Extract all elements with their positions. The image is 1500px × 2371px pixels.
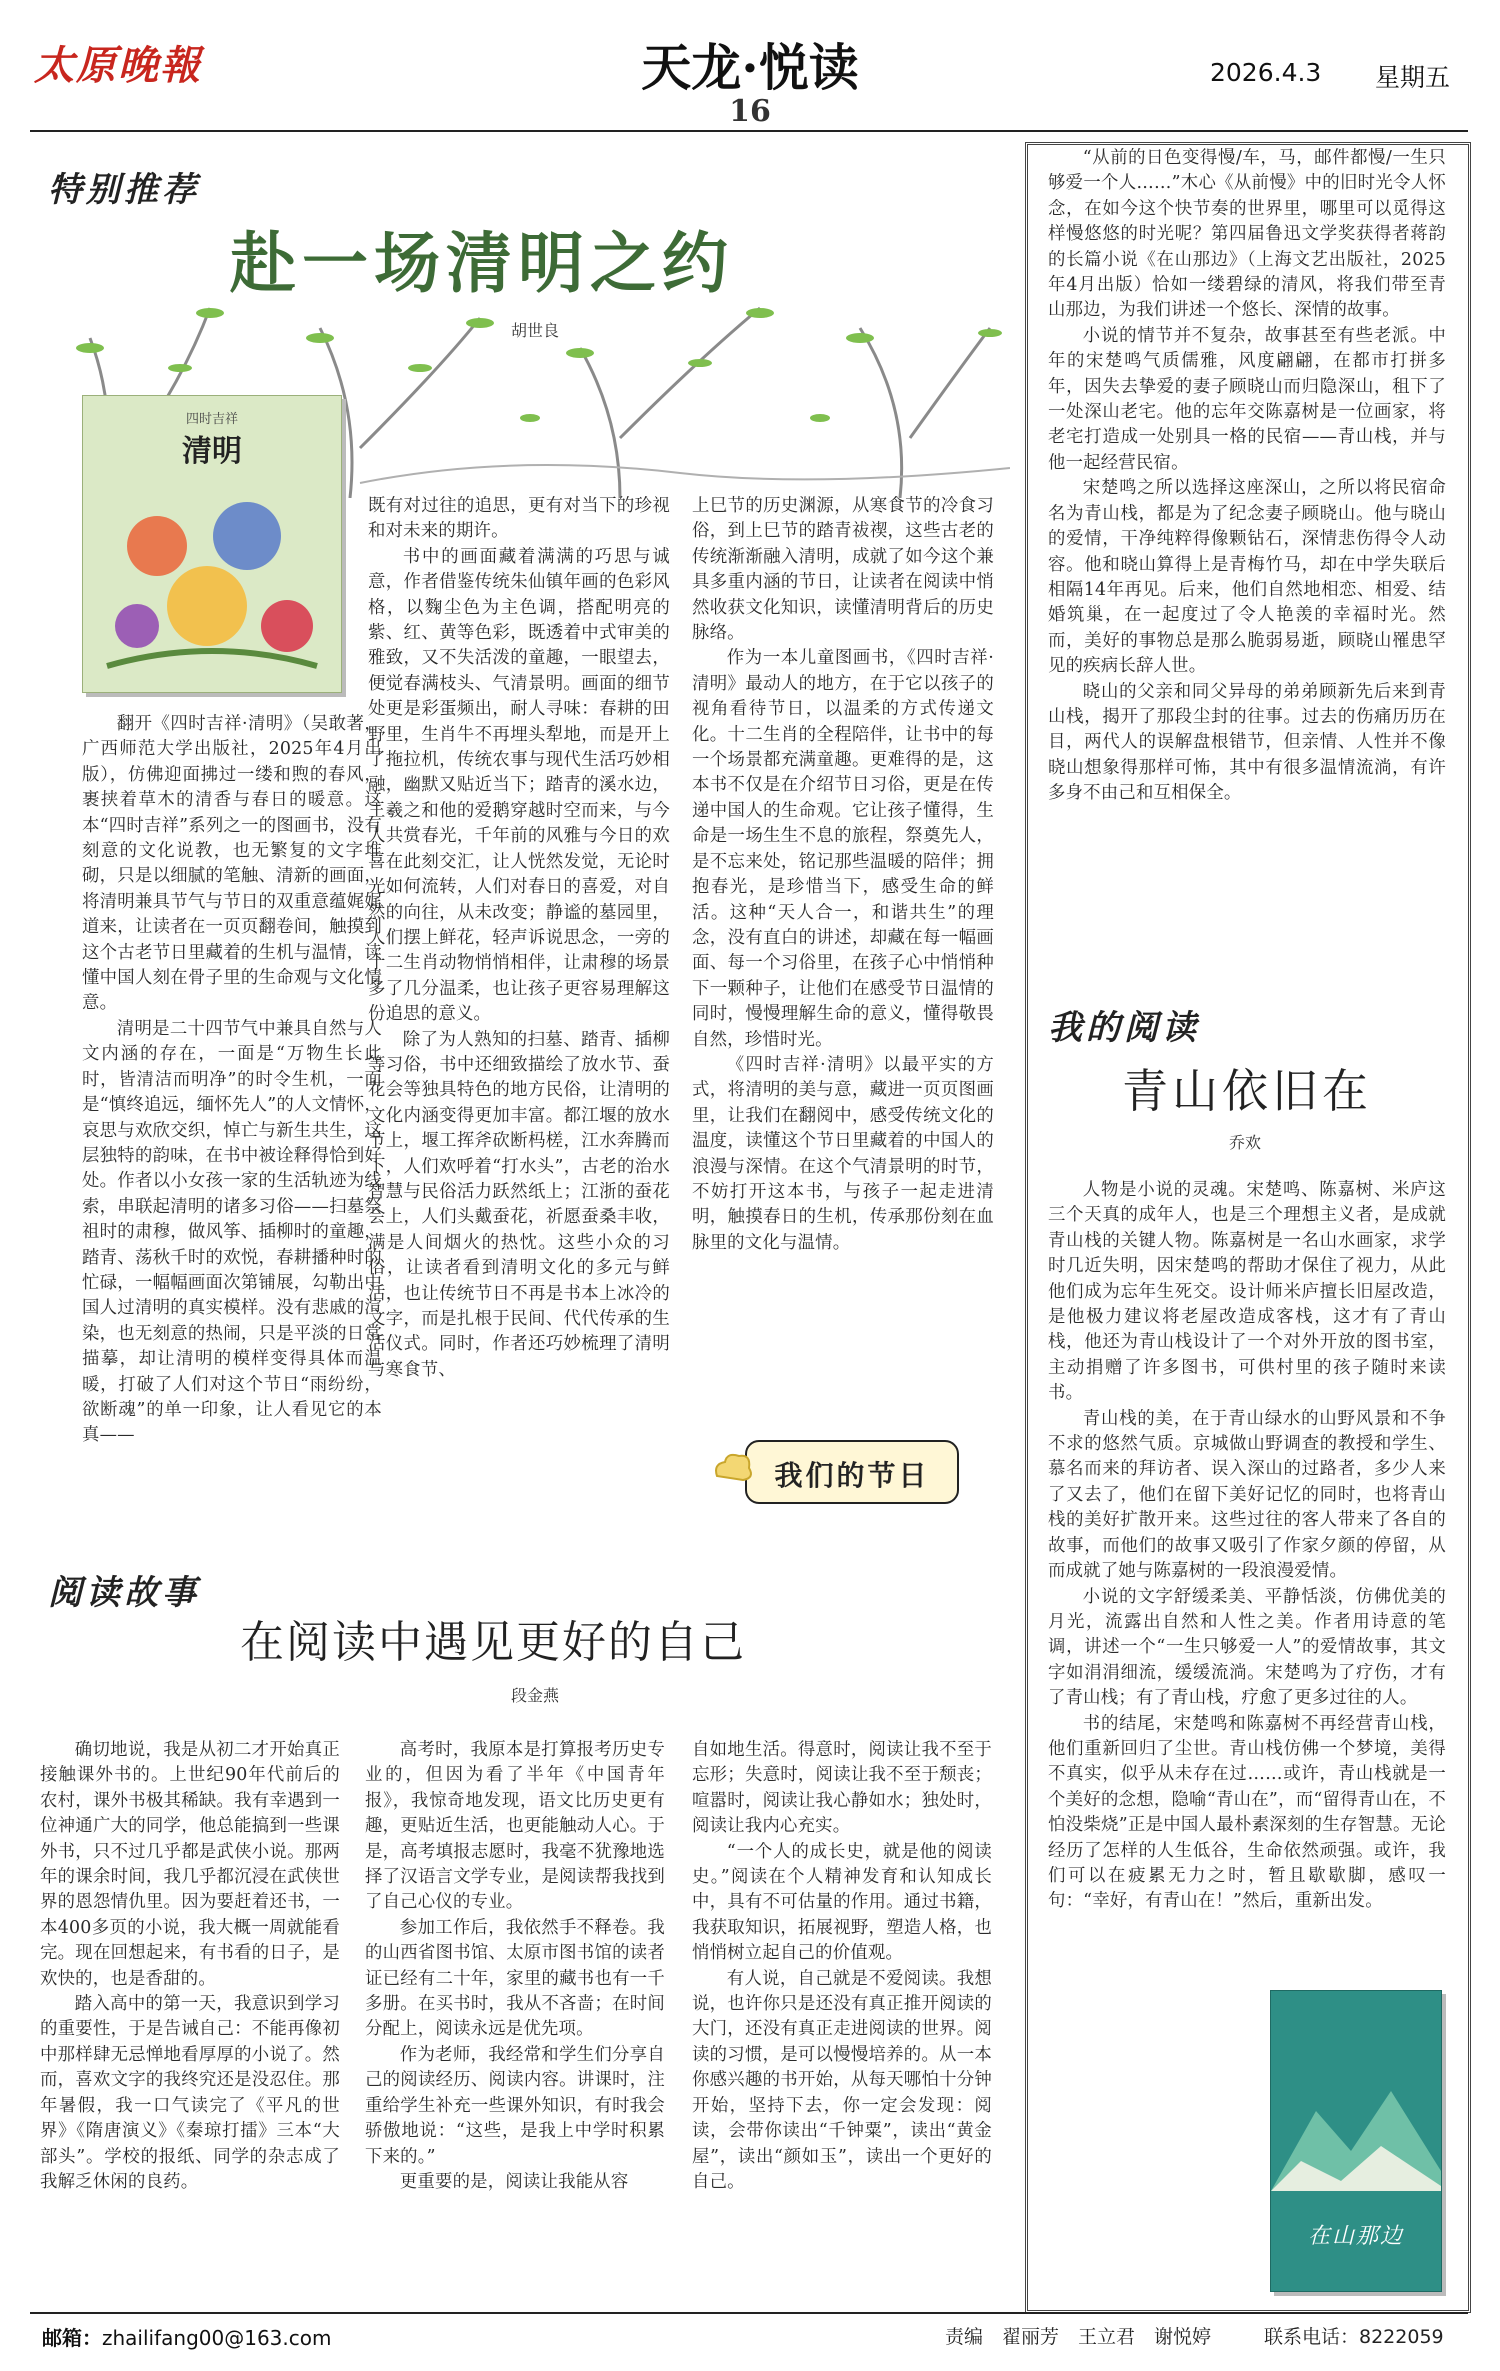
article2-paragraph: 高考时，我原本是打算报考历史专业的，但因为看了半年《中国青年报》，我惊奇地发现，语文比历史更有趣，更贴近生活，也更能触动人心。于是，高考填报志愿时，我毫不犹豫地选择了汉语言文学专业，是阅读帮我找到了自己心仪的专业。 (365, 1740, 665, 1913)
article2-paragraph: “一个人的成长史，就是他的阅读史。”阅读在个人精神发育和认知成长中，具有不可估量的作用。通过书籍，我获取知识，拓展视野，塑造人格，也悄悄树立起自己的价值观。 (692, 1841, 992, 1964)
page-number: 16 (729, 94, 771, 129)
book-cover-series: 四时吉祥 (185, 412, 238, 427)
footer-email-address[interactable]: zhailifang00@163.com (102, 2326, 332, 2350)
holiday-tag (745, 1440, 959, 1504)
masthead: 太原晚報 (34, 42, 202, 89)
article1-col3 (692, 494, 994, 1412)
article1-section-label: 特别推荐 (48, 170, 200, 210)
article4-paragraph: 书的结尾，宋楚鸣和陈嘉树不再经营青山栈，他们重新回归了尘世。青山栈仿佛一个梦境，美得不真实，似乎从未存在过……或许，青山栈就是一个美好的念想，隐喻“青山在”，而“留得青山在，不怕没柴烧”正是中国人最朴素深刻的生存智慧。无论经历了怎样的人生低谷，生命依然顽强。或许，我们可以在疲累无力之时，暂且歇歇脚，感叹一句：“幸好，有青山在！”然后，重新出发。 (1048, 1713, 1446, 1912)
header-rule (30, 130, 1468, 132)
article4-author: 乔欢 (1228, 1133, 1261, 1152)
article2-paragraph: 有人说，自己就是不爱阅读。我想说，也许你只是还没有真正推开阅读的大门，还没有真正走进阅读的世界。阅读的习惯，是可以慢慢培养的。从一本你感兴趣的书开始，从每天哪怕十分钟开始，坚持下去，你一定会发现：阅读，会带你读出“千钟粟”，读出“黄金屋”，读出“颜如玉”，读出一个更好的自己。 (692, 1968, 992, 2192)
article4-paragraph: 青山栈的美，在于青山绿水的山野风景和不争不求的悠然气质。京城做山野调查的教授和学生、慕名而来的拜访者、误入深山的过路者，多少人来了又去了，他们在留下美好记忆的同时，也将青山栈的美好扩散开来。这些过往的客人带来了各自的故事，而他们的故事又吸引了作家夕颜的停留，从而成就了她与陈嘉树的一段浪漫爱情。 (1048, 1408, 1446, 1582)
article2-paragraph: 参加工作后，我依然手不释卷。我的山西省图书馆、太原市图书馆的读者证已经有二十年，家里的藏书也有一千多册。在买书时，我从不吝啬；在时间分配上，阅读永远是优先项。 (365, 1917, 665, 2040)
article1-paragraph: 清明是二十四节气中兼具自然与人文内涵的存在，一面是“万物生长此时，皆清洁而明净”的时令生机，一面是“慎终追远，缅怀先人”的人文情怀，哀思与欢欣交织，悼亡与新生共生，这层独特的韵味，在书中被诠释得恰到好处。作者以小女孩一家的生活轨迹为线索，串联起清明的诸多习俗——扫墓祭祖时的肃穆，做风筝、插柳时的童趣，踏青、荡秋千时的欢悦，春耕播种时的忙碌，一幅幅画面次第铺展，勾勒出中国人过清明的真实模样。没有悲戚的渲染，也无刻意的热闹，只是平淡的日常描摹，却让清明的模样变得具体而温暖，打破了人们对这个节日“雨纷纷，欲断魂”的单一印象，让人看见它的本真—— (82, 1018, 382, 1446)
article2-paragraph: 更重要的是，阅读让我能从容 (399, 2171, 629, 2192)
article4-title: 青山依旧在 (1122, 1064, 1372, 1118)
footer-phone: 联系电话：8222059 (1264, 2326, 1444, 2348)
issue-weekday: 星期五 (1375, 63, 1451, 92)
book-cover-mountain-art (1271, 2051, 1441, 2191)
article4-paragraph: 人物是小说的灵魂。宋楚鸣、陈嘉树、米庐这三个天真的成年人，也是三个理想主义者，是成就青山栈的关键人物。陈嘉树是一名山水画家，求学时几近失明，因宋楚鸣的帮助才保住了视力，从此他们成为忘年生死交。设计师米庐擅长旧屋改造，是他极力建议将老屋改造成客栈，这才有了青山栈，他还为青山栈设计了一个对外开放的图书室，主动捐赠了许多图书，可供村里的孩子随时来读书。 (1048, 1180, 1446, 1404)
article3-paragraph: 晓山的父亲和同父异母的弟弟顾新先后来到青山栈，揭开了那段尘封的往事。过去的伤痛历历在目，两代人的误解盘根错节，但亲情、人性并不像晓山想象得那样可怖，其中有很多温情流淌，有许多身不由己和互相保全。 (1048, 681, 1446, 804)
article4-paragraph: 小说的文字舒缓柔美、平静恬淡，仿佛优美的月光，流露出自然和人性之美。作者用诗意的笔调，讲述一个“一生只够爱一人”的爱情故事，其文字如涓涓细流，缓缓流淌。宋楚鸣为了疗伤，才有了青山栈；有了青山栈，疗愈了更多过往的人。 (1048, 1586, 1446, 1709)
holiday-tag-label: 我们的节日 (774, 1459, 930, 1492)
article1-book-cover (82, 395, 342, 693)
article2-paragraph: 踏入高中的第一天，我意识到学习的重要性，于是告诫自己：不能再像初中那样肆无忌惮地看厚厚的小说了。然而，喜欢文字的我终究还是没忍住。那年暑假，我一口气读完了《平凡的世界》《隋唐演义》《秦琼打擂》三本“大部头”。学校的报纸、同学的杂志成了我解乏休闲的良药。 (40, 1994, 340, 2192)
footer-email (42, 2322, 331, 2351)
article2-title: 在阅读中遇见更好的自己 (240, 1617, 746, 1668)
article1-title: 赴一场清明之约 (230, 224, 734, 302)
article1-paragraph: 作为一本儿童图画书，《四时吉祥·清明》最动人的地方，在于它以孩子的视角看待节日，以温柔的方式传递文化。十二生肖的全程陪伴，让书中的每一个场景都充满童趣。更难得的是，这本书不仅是在介绍节日习俗，更是在传递中国人的生命观。它让孩子懂得，生命是一场生生不息的旅程，祭奠先人，是不忘来处，铭记那些温暖的陪伴；拥抱春光，是珍惜当下，感受生命的鲜活。这种“天人合一，和谐共生”的理念，没有直白的讲述，却藏在每一幅画面、每一个习俗里，在孩子心中悄悄种下一颗种子，让他们在感受节日温情的同时，慢慢理解生命的意义，懂得敬畏自然，珍惜时光。 (692, 648, 994, 1050)
article1-col2 (368, 494, 670, 1538)
footer-email-label: 邮箱： (42, 2326, 102, 2350)
article2-paragraph: 自如地生活。得意时，阅读让我不至于忘形；失意时，阅读让我不至于颓丧；喧嚣时，阅读让我心静如水；独处时，阅读让我内心充实。 (692, 1740, 992, 1837)
article2-section-label: 阅读故事 (48, 1573, 200, 1613)
article3-paragraph: 小说的情节并不复杂，故事甚至有些老派。中年的宋楚鸣气质儒雅，风度翩翩，在都市打拼多年，因失去挚爱的妻子顾晓山而归隐深山，租下了一处深山老宅。他的忘年交陈嘉树是一位画家，将老宅打造成一处别具一格的民宿——青山栈，并与他一起经营民宿。 (1048, 325, 1446, 473)
article2-paragraph: 确切地说，我是从初二才开始真正接触课外书的。上世纪90年代前后的农村，课外书极其稀缺。我有幸遇到一位神通广大的同学，他总能搞到一些课外书，只不过几乎都是武侠小说。那两年的课余时间，我几乎都沉浸在武侠世界的恩怨情仇里。因为要赶着还书，一本400多页的小说，我大概一周就能看完。现在回想起来，有书看的日子，是欢快的，也是香甜的。 (40, 1740, 340, 1989)
article2-col3 (692, 1738, 992, 2292)
article3-col (1048, 146, 1446, 988)
article2-col2 (365, 1738, 665, 2292)
article1-paragraph: 除了为人熟知的扫墓、踏青、插柳等习俗，书中还细致描绘了放水节、蚕花会等独具特色的地方民俗，让清明的文化内涵变得更加丰富。都江堰的放水节上，堰工挥斧砍断杩槎，江水奔腾而下，人们欢呼着“打水头”，古老的治水智慧与民俗活力跃然纸上；江浙的蚕花会上，人们头戴蚕花，祈愿蚕桑丰收，满是人间烟火的热忱。这些小众的习俗，让读者看到清明文化的多元与鲜活，也让传统节日不再是书本上冰冷的文字，而是扎根于民间、代代传承的生活仪式。同时，作者还巧妙梳理了清明与寒食节、 (368, 1029, 670, 1380)
footer-rule (30, 2312, 1468, 2314)
section-title: 天龙·悦读 (641, 38, 859, 97)
article1-paragraph: 既有对过往的追思，更有对当下的珍视和对未来的期许。 (368, 496, 670, 542)
article4-section-label: 我的阅读 (1048, 1008, 1200, 1048)
article3-paragraph: 宋楚鸣之所以选择这座深山，之所以将民宿命名为青山栈，都是为了纪念妻子顾晓山。他与晓山的爱情，干净纯粹得像颗钻石，深情悲伤得令人动容。他和晓山算得上是青梅竹马，却在中学失联后相隔14年再见。后来，他们自然地相恋、相爱、结婚筑巢，在一起度过了令人艳羡的幸福时光。然而，美好的事物总是那么脆弱易逝，顾晓山罹患罕见的疾病长辞人世。 (1048, 478, 1446, 677)
article1-author: 胡世良 (510, 321, 559, 340)
article3-paragraph: “从前的日色变得慢/车，马，邮件都慢/一生只够爱一个人……”木心《从前慢》中的旧时光令人怀念，在如今这个快节奏的世界里，哪里可以觅得这样慢悠悠的时光呢？第四届鲁迅文学奖获得者蒋韵的长篇小说《在山那边》（上海文艺出版社，2025年4月出版）恰如一缕碧绿的清风，将我们带至青山那边，为我们讲述一个悠长、深情的故事。 (1048, 148, 1446, 321)
book-cover-title: 在山那边 (1307, 2224, 1404, 2249)
article1-paragraph: 书中的画面藏着满满的巧思与诚意，作者借鉴传统朱仙镇年画的色彩风格，以麴尘色为主色调，搭配明亮的紫、红、黄等色彩，既透着中式审美的雅致，又不失活泼的童趣，一眼望去，便觉春满枝头、气清景明。画面的细节处更是彩蛋频出，耐人寻味：春耕的田野里，生肖牛不再埋头犁地，而是开上了拖拉机，传统农事与现代生活巧妙相融，幽默又贴近当下；踏青的溪水边，王羲之和他的爱鹅穿越时空而来，与今人共赏春光，千年前的风雅与今日的欢喜在此刻交汇，让人恍然发觉，无论时光如何流转，人们对春日的喜爱，对自然的向往，从未改变；静谧的墓园里，人们摆上鲜花，轻声诉说思念，一旁的十二生肖动物悄悄相伴，让肃穆的场景多了几分温柔，也让孩子更容易理解这份追思的意义。 (368, 546, 670, 1025)
article4-book-cover (1270, 1990, 1442, 2292)
issue-date: 2026.4.3 (1210, 58, 1322, 87)
article1-paragraph: 《四时吉祥·清明》以最平实的方式，将清明的美与意，藏进一页页图画里，让我们在翻阅中，感受传统文化的温度，读懂这个节日里藏着的中国人的浪漫与深情。在这个气清景明的时节，不妨打开这本书，与孩子一起走进清明，触摸春日的生机，传承那份刻在血脉里的文化与温情。 (692, 1054, 994, 1253)
book-cover-title: 清明 (182, 434, 242, 469)
article1-paragraph: 上巳节的历史渊源，从寒食节的冷食习俗，到上巳节的踏青祓禊，这些古老的传统渐渐融入清明，成就了如今这个兼具多重内涵的节日，让读者在阅读中悄然收获文化知识，读懂清明背后的历史脉络。 (692, 496, 994, 644)
article2-author: 段金燕 (510, 1686, 559, 1705)
article2-paragraph: 作为老师，我经常和学生们分享自己的阅读经历、阅读内容。讲课时，注重给学生补充一些课外知识，有时我会骄傲地说：“这些，是我上中学时积累下来的。” (365, 2044, 665, 2167)
article1-paragraph: 翻开《四时吉祥·清明》（吴敢著，广西师范大学出版社，2025年4月出版），仿佛迎面拂过一缕和煦的春风，裹挟着草木的清香与春日的暖意。这本“四时吉祥”系列之一的图画书，没有刻意的文化说教，也无繁复的文字堆砌，只是以细腻的笔触、清新的画面，将清明兼具节气与节日的双重意蕴娓娓道来，让读者在一页页翻卷间，触摸到这个古老节日里藏着的生机与温情，读懂中国人刻在骨子里的生命观与文化情意。 (82, 714, 382, 1014)
footer-editors: 责编 翟丽芳 王立君 谢悦婷 (945, 2326, 1212, 2348)
article2-col1 (40, 1738, 340, 2292)
article1-col1 (82, 712, 382, 1538)
book-cover-art (97, 476, 327, 676)
